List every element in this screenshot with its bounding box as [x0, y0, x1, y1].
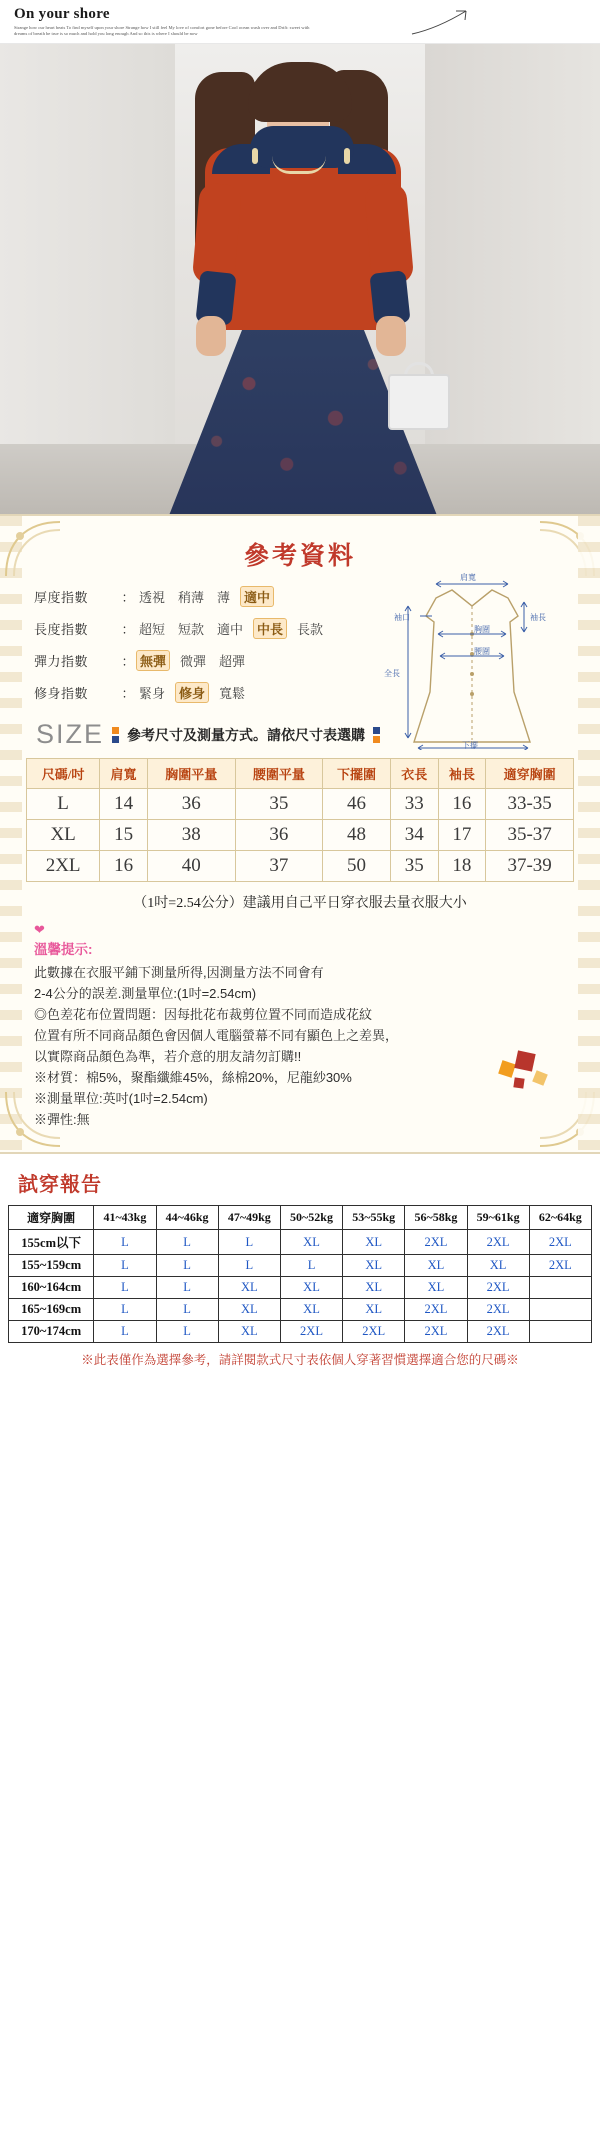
report-title: 試穿報告 [18, 1174, 102, 1196]
tip-line: 位置有所不同商品顏色會因個人電腦螢幕不同有顯色上之差異， [34, 1028, 399, 1043]
size-cell: 37 [235, 851, 323, 882]
fit-cell [529, 1277, 591, 1299]
size-cell: 36 [147, 789, 235, 820]
index-option[interactable]: 稍薄 [178, 590, 205, 605]
tips-title: 溫馨提示: [34, 942, 93, 957]
size-cell: 35-37 [486, 820, 574, 851]
index-option[interactable]: 微彈 [180, 654, 207, 669]
model-earring-left [252, 148, 258, 164]
fit-cell: L [94, 1255, 156, 1277]
size-cell: 34 [390, 820, 438, 851]
fit-cell: L [156, 1255, 218, 1277]
diagram-label-sleeve: 袖長 [530, 613, 546, 622]
tip-line: 2-4公分的誤差.測量單位:(1吋=2.54cm) [34, 986, 257, 1001]
fit-cell: L [94, 1277, 156, 1299]
table-row [27, 820, 574, 851]
size-cell: 36 [235, 820, 323, 851]
size-col-header: 下擺圍 [323, 759, 391, 789]
table-row [9, 1277, 592, 1299]
size-cell: 35 [390, 851, 438, 882]
fit-col-header: 41~43kg [94, 1206, 156, 1230]
size-col-header: 衣長 [390, 759, 438, 789]
fit-cell: XL [218, 1277, 280, 1299]
fit-cell: L [156, 1299, 218, 1321]
fit-col-header: 53~55kg [343, 1206, 405, 1230]
index-option-selected[interactable]: 無彈 [136, 650, 170, 671]
index-option[interactable]: 超彈 [219, 654, 246, 669]
tip-line: 以實際商品顏色為準，若介意的朋友請勿訂購!! [34, 1049, 302, 1064]
heart-icon: ❤ [34, 922, 45, 937]
size-col-header: 肩寬 [100, 759, 148, 789]
index-option[interactable]: 緊身 [139, 686, 166, 701]
size-cell: XL [27, 820, 100, 851]
fit-col-header: 59~61kg [467, 1206, 529, 1230]
fit-cell: XL [343, 1255, 405, 1277]
size-table [26, 758, 574, 882]
square-decor-right [373, 727, 380, 743]
size-word: SIZE [36, 719, 105, 749]
index-option[interactable]: 寬鬆 [219, 686, 246, 701]
fitting-report-section [0, 1154, 600, 1384]
fit-cell: 2XL [405, 1299, 467, 1321]
fit-cell: 2XL [467, 1277, 529, 1299]
index-colon: ： [121, 590, 135, 605]
table-row [9, 1255, 592, 1277]
tip-line: 此數據在衣服平鋪下測量所得,因測量方法不同會有 [34, 965, 324, 980]
index-option[interactable]: 薄 [217, 590, 231, 605]
fit-cell: L [156, 1230, 218, 1255]
fit-header-row [9, 1206, 592, 1230]
index-row-elasticity [34, 650, 326, 671]
model-right-hand [376, 316, 406, 356]
index-colon: ： [121, 654, 135, 669]
fit-cell: 2XL [343, 1321, 405, 1343]
model-earring-right [344, 148, 350, 164]
size-col-header: 適穿胸圍 [486, 759, 574, 789]
hero-product-photo [0, 44, 600, 514]
diagram-label-bust: 胸圍 [474, 625, 490, 634]
size-cell: 50 [323, 851, 391, 882]
tip-line: ※彈性:無 [34, 1112, 90, 1127]
size-cell: 48 [323, 820, 391, 851]
fit-col-header: 56~58kg [405, 1206, 467, 1230]
fit-cell: XL [467, 1255, 529, 1277]
fit-cell: 2XL [280, 1321, 342, 1343]
index-option[interactable]: 適中 [216, 622, 243, 637]
fit-cell: XL [405, 1277, 467, 1299]
diagram-label-shoulder: 肩寬 [460, 573, 476, 582]
table-row [9, 1230, 592, 1255]
size-cell: 16 [438, 789, 486, 820]
fit-cell: L [156, 1277, 218, 1299]
diagram-label-hem: 下擺 [462, 741, 478, 750]
size-col-header: 袖長 [438, 759, 486, 789]
fit-cell: L [156, 1321, 218, 1343]
index-row-thickness [34, 586, 326, 607]
fit-col-header: 44~46kg [156, 1206, 218, 1230]
index-option[interactable]: 透視 [139, 590, 166, 605]
reference-panel [0, 514, 600, 1154]
index-row-length [34, 618, 326, 639]
fit-cell: 2XL [467, 1321, 529, 1343]
fit-cell: XL [280, 1230, 342, 1255]
index-label: 厚度指數 [34, 590, 89, 605]
fit-cell: L [218, 1230, 280, 1255]
fit-cell: 2XL [405, 1321, 467, 1343]
size-cell: 46 [323, 789, 391, 820]
model-left-sleeve [192, 182, 243, 285]
size-cell: 2XL [27, 851, 100, 882]
size-cell: L [27, 789, 100, 820]
fit-col-header: 62~64kg [529, 1206, 591, 1230]
index-option[interactable]: 超短 [138, 622, 165, 637]
fit-cell: XL [343, 1230, 405, 1255]
index-option[interactable]: 長款 [296, 622, 323, 637]
tip-line: ◎色差花布位置問題：因每批花布裁剪位置不同而造成花紋 [34, 1007, 373, 1022]
size-col-header: 腰圍平量 [235, 759, 323, 789]
fit-row-header: 155cm以下 [9, 1230, 94, 1255]
index-label: 長度指數 [34, 622, 89, 637]
fit-row-header: 160~164cm [9, 1277, 94, 1299]
report-footnote: ※此表僅作為選擇參考，請詳閱款式尺寸表依個人穿著習慣選擇適合您的尺碼※ [81, 1353, 519, 1367]
size-cell: 15 [100, 820, 148, 851]
size-cell: 38 [147, 820, 235, 851]
diagram-label-sleeve-opening: 袖口 [394, 613, 410, 622]
table-row [27, 789, 574, 820]
fitting-report-table [8, 1205, 592, 1343]
fit-cell: XL [343, 1277, 405, 1299]
table-row [9, 1321, 592, 1343]
index-row-fit [34, 682, 326, 703]
model-handbag [388, 374, 450, 430]
size-cell: 40 [147, 851, 235, 882]
fit-cell [529, 1299, 591, 1321]
fit-cell: 2XL [529, 1230, 591, 1255]
tip-line: ※測量單位:英吋(1吋=2.54cm) [34, 1091, 208, 1106]
index-option-selected[interactable]: 適中 [240, 586, 274, 607]
tip-line: ※材質：棉5%，聚酯纖維45%，絲棉20%，尼龍紗30% [34, 1070, 352, 1085]
index-label: 修身指數 [34, 686, 89, 701]
fit-cell: XL [405, 1255, 467, 1277]
fit-cell: XL [218, 1321, 280, 1343]
panel-title: 參考資料 [243, 542, 356, 570]
size-col-header: 胸圍平量 [147, 759, 235, 789]
conversion-note: （1吋=2.54公分）建議用自己平日穿衣服去量衣服大小 [133, 896, 467, 911]
fit-cell: XL [280, 1299, 342, 1321]
fit-row-header: 155~159cm [9, 1255, 94, 1277]
size-cell: 37-39 [486, 851, 574, 882]
index-colon: ： [121, 622, 135, 637]
banner-subtitle: Strange how our heart beats To find myself upon your shore Strange how I still feel My love of comfort gone before Cool ocean wash over and Drift: sweet with dreams of breath be true is so much and hold you long enough And so this is where I should be now [14, 25, 310, 36]
fit-cell: XL [218, 1299, 280, 1321]
index-label: 彈力指數 [34, 654, 89, 669]
size-heading [26, 719, 574, 750]
fit-cell: 2XL [467, 1299, 529, 1321]
fit-cell: 2XL [467, 1230, 529, 1255]
warm-tips [26, 918, 574, 1130]
fit-col-header: 47~49kg [218, 1206, 280, 1230]
fit-col-header: 適穿胸圍 [9, 1206, 94, 1230]
size-table-header-row [27, 759, 574, 789]
fit-cell: L [280, 1255, 342, 1277]
index-option-selected[interactable]: 修身 [175, 682, 209, 703]
arrow-up-right-icon [410, 8, 470, 36]
size-cell: 14 [100, 789, 148, 820]
banner-title: On your shore [14, 6, 110, 22]
fit-row-header: 170~174cm [9, 1321, 94, 1343]
size-cell: 35 [235, 789, 323, 820]
fit-cell: 2XL [405, 1230, 467, 1255]
size-cell: 33-35 [486, 789, 574, 820]
index-option-selected[interactable]: 中長 [253, 618, 287, 639]
index-list [26, 586, 326, 703]
size-cell: 33 [390, 789, 438, 820]
table-row [27, 851, 574, 882]
fit-cell: 2XL [529, 1255, 591, 1277]
fit-cell: L [94, 1230, 156, 1255]
model-left-hand [196, 316, 226, 356]
size-cell: 17 [438, 820, 486, 851]
fit-row-header: 165~169cm [9, 1299, 94, 1321]
fit-cell [529, 1321, 591, 1343]
square-decor-left [112, 727, 119, 743]
fit-cell: L [218, 1255, 280, 1277]
index-colon: ： [121, 686, 135, 701]
diagram-label-waist: 腰圍 [474, 647, 490, 656]
index-option[interactable]: 短款 [177, 622, 204, 637]
fit-col-header: 50~52kg [280, 1206, 342, 1230]
size-cell: 16 [100, 851, 148, 882]
size-note: 參考尺寸及測量方式。請依尺寸表選購 [127, 726, 366, 743]
size-cell: 18 [438, 851, 486, 882]
fit-cell: XL [343, 1299, 405, 1321]
fit-cell: XL [280, 1277, 342, 1299]
model-right-sleeve [364, 182, 415, 285]
fit-cell: L [94, 1321, 156, 1343]
size-col-header: 尺碼/吋 [27, 759, 100, 789]
page-banner [0, 0, 600, 44]
fit-cell: L [94, 1299, 156, 1321]
diagram-label-full-length: 全長 [384, 669, 400, 678]
table-row [9, 1299, 592, 1321]
